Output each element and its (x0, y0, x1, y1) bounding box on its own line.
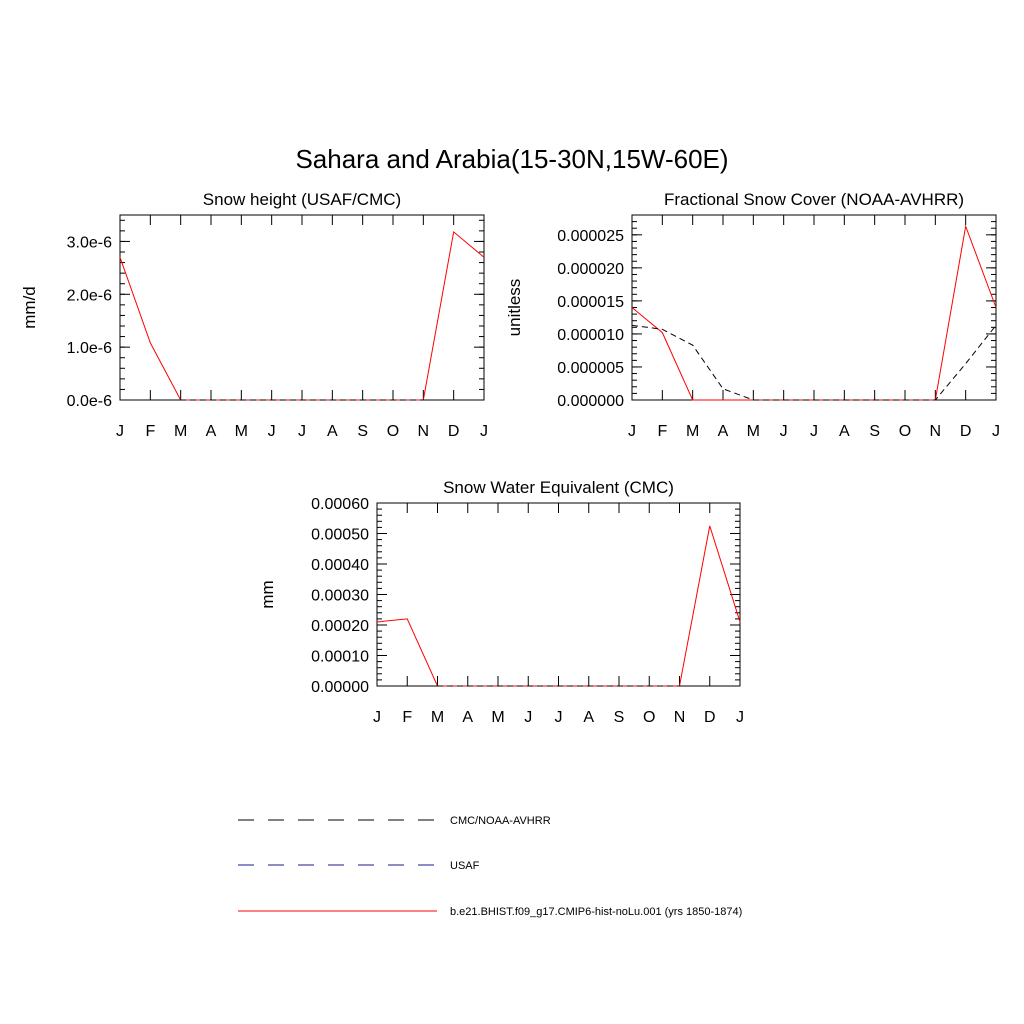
x-tick-label: J (992, 423, 1000, 440)
y-tick-label: 0.000020 (557, 260, 624, 278)
x-tick-label: M (174, 423, 188, 440)
legend-label: USAF (450, 860, 480, 872)
x-tick-label: M (491, 709, 505, 726)
y-tick-label: 0.00030 (311, 587, 369, 605)
y-tick-label: 0.00020 (311, 618, 369, 635)
x-tick-label: M (686, 423, 700, 440)
x-tick-label: D (959, 423, 972, 440)
chart-title: Fractional Snow Cover (NOAA-AVHRR) (663, 190, 965, 209)
x-tick-label: A (326, 423, 338, 440)
x-tick-label: D (447, 423, 460, 440)
x-tick-label: F (145, 423, 156, 440)
y-tick-label: 0.00040 (311, 557, 369, 574)
legend-label: b.e21.BHIST.f09_g17.CMIP6-hist-noLu.001 (yrs 1850-1874) (450, 906, 743, 918)
x-tick-label: N (673, 709, 686, 726)
chart-title: Snow Water Equivalent (CMC) (443, 478, 674, 497)
x-tick-label: A (583, 709, 595, 726)
x-tick-label: J (116, 423, 124, 440)
x-tick-label: S (869, 423, 881, 440)
y-tick-label: 0.000000 (557, 393, 624, 410)
y-tick-label: 0.000010 (557, 326, 624, 344)
x-tick-label: A (838, 423, 850, 440)
page-title: Sahara and Arabia(15-30N,15W-60E) (295, 144, 729, 174)
chart-title: Snow height (USAF/CMC) (202, 190, 402, 209)
y-tick-label: 0.00010 (311, 648, 369, 666)
x-tick-label: O (898, 423, 912, 440)
y-axis-label: unitless (505, 278, 524, 337)
x-tick-label: O (643, 709, 656, 726)
y-tick-label: 1.0e-6 (66, 340, 112, 358)
panel-fractional-snow-cover (505, 190, 1000, 440)
y-tick-label: 2.0e-6 (66, 287, 112, 305)
x-tick-label: M (746, 423, 760, 440)
y-axis-label: mm/d (20, 286, 39, 329)
x-tick-label: J (267, 423, 276, 440)
series-line (377, 526, 740, 686)
x-tick-label: M (234, 423, 248, 440)
x-tick-label: J (810, 423, 818, 440)
plot-frame (377, 503, 740, 686)
x-tick-label: J (524, 709, 533, 726)
y-tick-label: 0.00050 (311, 526, 369, 544)
y-tick-label: 0.00060 (311, 496, 369, 513)
x-tick-label: A (462, 709, 474, 726)
x-tick-label: S (613, 709, 625, 726)
y-axis-label: mm (258, 580, 277, 609)
x-tick-label: N (417, 423, 430, 440)
y-tick-label: 0.000005 (557, 359, 624, 377)
y-tick-label: 0.000025 (557, 227, 624, 245)
legend-label: CMC/NOAA-AVHRR (450, 815, 551, 827)
series-line (120, 232, 484, 400)
x-tick-label: J (554, 709, 563, 726)
x-tick-label: A (717, 423, 729, 440)
y-tick-label: 0.00000 (311, 679, 369, 696)
x-tick-label: J (373, 709, 381, 726)
series-line (632, 226, 996, 400)
plot-frame (632, 215, 996, 400)
x-tick-label: J (480, 423, 488, 440)
panel-snow-water-equivalent (258, 478, 744, 726)
x-tick-label: J (628, 423, 636, 440)
x-tick-label: D (703, 709, 716, 726)
x-tick-label: J (736, 709, 744, 726)
x-tick-label: S (357, 423, 369, 440)
x-tick-label: A (205, 423, 217, 440)
x-tick-label: F (657, 423, 668, 440)
x-tick-label: F (402, 709, 413, 726)
y-tick-label: 0.000015 (557, 293, 624, 311)
panel-snow-height (20, 190, 488, 440)
x-tick-label: O (386, 423, 400, 440)
y-tick-label: 0.0e-6 (66, 393, 112, 410)
plot-frame (120, 215, 484, 400)
x-tick-label: M (430, 709, 445, 726)
y-tick-label: 3.0e-6 (66, 234, 112, 252)
x-tick-label: J (779, 423, 788, 440)
x-tick-label: N (929, 423, 942, 440)
legend (238, 815, 742, 918)
x-tick-label: J (298, 423, 306, 440)
